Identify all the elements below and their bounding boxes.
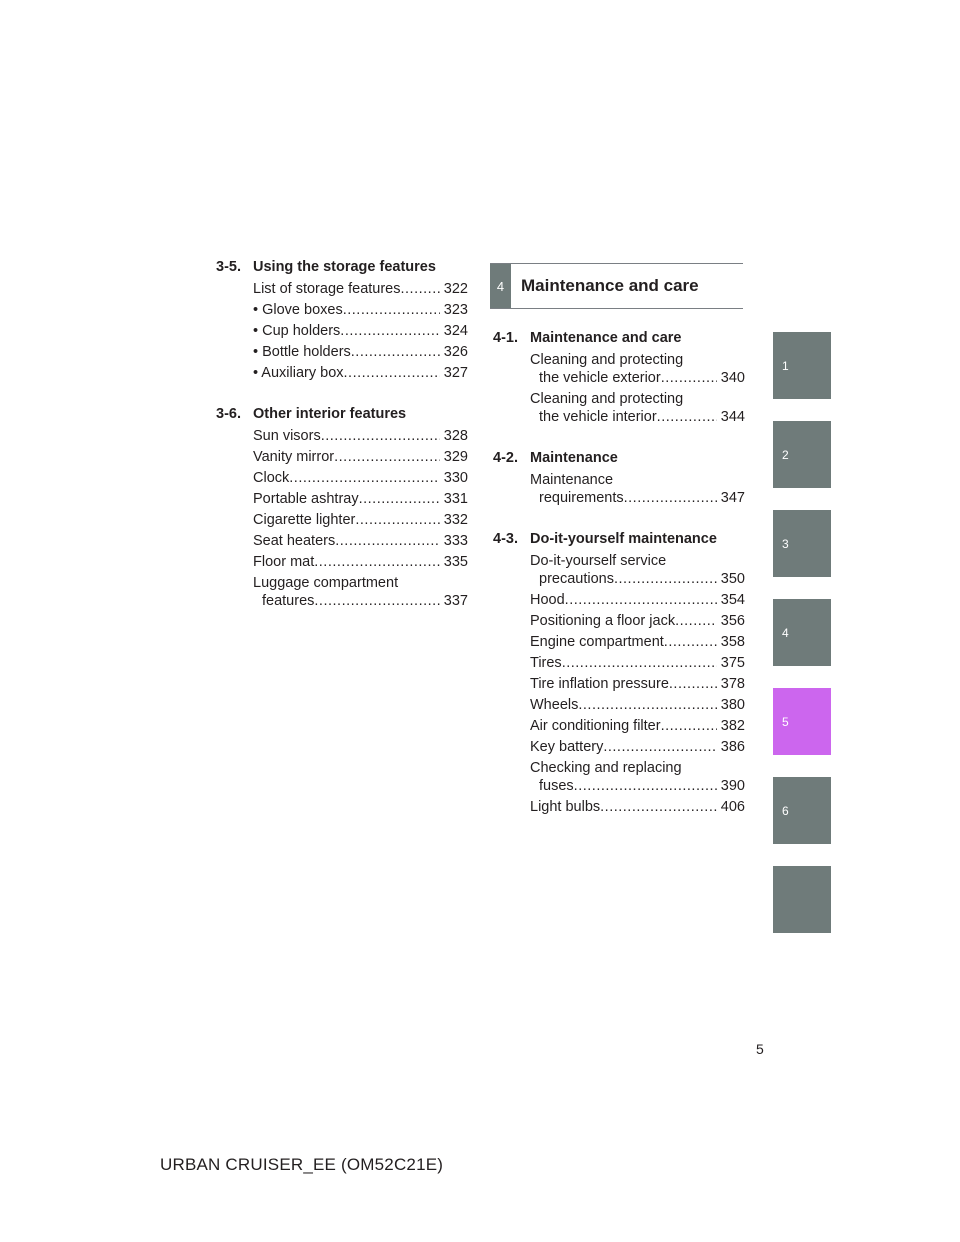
entry-label: requirements	[539, 490, 624, 506]
toc-section	[493, 448, 745, 510]
entry-label: Air conditioning filter	[530, 718, 661, 734]
dot-leader	[401, 280, 440, 298]
entry-label: Key battery	[530, 739, 604, 755]
toc-entry[interactable]	[530, 798, 745, 819]
toc-entry[interactable]	[530, 717, 745, 738]
entry-label: • Auxiliary box	[253, 365, 344, 381]
dot-leader	[343, 301, 440, 319]
dot-leader	[614, 570, 717, 588]
dot-leader	[359, 490, 440, 508]
entry-label: Vanity mirror	[253, 449, 335, 465]
entry-label: Clock	[253, 470, 290, 486]
entry-label: Tire inflation pressure	[530, 676, 669, 692]
chapter-title: Maintenance and care	[521, 276, 699, 295]
dot-leader	[657, 408, 717, 426]
entry-page-number: 327	[443, 365, 468, 381]
toc-entry[interactable]	[253, 427, 468, 448]
entry-page-number: 344	[720, 409, 745, 425]
entry-page-number: 329	[443, 449, 468, 465]
chapter-number-badge: 4	[490, 264, 511, 308]
dot-leader	[344, 364, 440, 382]
entry-label: fuses	[539, 778, 574, 794]
section-heading	[216, 257, 468, 277]
entry-page-number: 390	[720, 778, 745, 794]
chapter-tab[interactable]: 3	[773, 510, 831, 577]
entry-label: Engine compartment	[530, 634, 664, 650]
toc-entry[interactable]	[530, 759, 745, 798]
dot-leader	[669, 675, 717, 693]
toc-section	[493, 328, 745, 429]
section-heading	[493, 529, 745, 549]
dot-leader	[574, 777, 717, 795]
entry-page-number: 330	[443, 470, 468, 486]
dot-leader	[289, 469, 440, 487]
entry-label: Light bulbs	[530, 799, 601, 815]
entry-page-number: 333	[443, 533, 468, 549]
chapter-tab[interactable]: 5	[773, 688, 831, 755]
dot-leader	[578, 696, 716, 714]
section-number: 4-3.	[493, 531, 518, 547]
entry-page-number: 386	[720, 739, 745, 755]
toc-entry[interactable]	[253, 301, 468, 322]
entry-label: Portable ashtray	[253, 491, 359, 507]
chapter-tab[interactable]: 2	[773, 421, 831, 488]
section-title: Other interior features	[253, 406, 407, 422]
toc-entry[interactable]	[253, 511, 468, 532]
entry-page-number: 337	[443, 593, 468, 609]
entry-page-number: 347	[720, 490, 745, 506]
dot-leader	[565, 591, 717, 609]
entry-page-number: 323	[443, 302, 468, 318]
dot-leader	[675, 612, 717, 630]
entry-label: • Cup holders	[253, 323, 341, 339]
section-number: 3-6.	[216, 406, 241, 422]
entry-page-number: 406	[720, 799, 745, 815]
page-number: 5	[756, 1041, 764, 1057]
entry-label: Wheels	[530, 697, 579, 713]
entry-label: • Bottle holders	[253, 344, 351, 360]
toc-entry[interactable]	[530, 390, 745, 429]
toc-entry[interactable]	[253, 553, 468, 574]
dot-leader	[600, 798, 717, 816]
chapter-tab[interactable]: 6	[773, 777, 831, 844]
dot-leader	[664, 633, 717, 651]
dot-leader	[661, 369, 717, 387]
toc-section	[216, 404, 468, 613]
toc-entry[interactable]	[530, 738, 745, 759]
entry-label: Floor mat	[253, 554, 315, 570]
dot-leader	[314, 553, 440, 571]
entry-label: Checking and replacing	[530, 760, 682, 776]
toc-entry[interactable]	[253, 280, 468, 301]
toc-left-column	[216, 257, 468, 632]
dot-leader	[603, 738, 716, 756]
entry-page-number: 322	[443, 281, 468, 297]
entry-page-number: 324	[443, 323, 468, 339]
toc-entry[interactable]	[530, 351, 745, 390]
entry-label: Sun visors	[253, 428, 321, 444]
dot-leader	[340, 322, 440, 340]
section-title: Maintenance	[530, 450, 618, 466]
entry-label: Cigarette lighter	[253, 512, 356, 528]
entry-label: Cleaning and protecting	[530, 352, 684, 368]
toc-entry[interactable]	[530, 591, 745, 612]
entry-label: Hood	[530, 592, 565, 608]
dot-leader	[321, 427, 440, 445]
section-title: Do-it-yourself maintenance	[530, 531, 717, 547]
entry-page-number: 356	[720, 613, 745, 629]
toc-entry[interactable]	[530, 675, 745, 696]
section-heading	[493, 328, 745, 348]
toc-entry[interactable]	[253, 364, 468, 385]
section-number: 4-2.	[493, 450, 518, 466]
entry-page-number: 350	[720, 571, 745, 587]
toc-entry[interactable]	[253, 490, 468, 511]
entry-label: features	[262, 593, 315, 609]
dot-leader	[314, 592, 439, 610]
toc-entry[interactable]	[253, 343, 468, 364]
entry-label: the vehicle exterior	[539, 370, 661, 386]
toc-section	[493, 529, 745, 819]
chapter-header	[490, 263, 743, 309]
chapter-tab[interactable]: 4	[773, 599, 831, 666]
entry-page-number: 335	[443, 554, 468, 570]
dot-leader	[335, 532, 440, 550]
section-heading	[493, 448, 745, 468]
toc-entry[interactable]	[530, 633, 745, 654]
entry-page-number: 378	[720, 676, 745, 692]
dot-leader	[334, 448, 440, 466]
chapter-tab[interactable]: 1	[773, 332, 831, 399]
entry-page-number: 382	[720, 718, 745, 734]
toc-entry[interactable]	[530, 471, 745, 510]
footer-document-id: URBAN CRUISER_EE (OM52C21E)	[160, 1155, 444, 1174]
entry-page-number: 326	[443, 344, 468, 360]
toc-entry[interactable]	[253, 448, 468, 469]
entry-page-number: 340	[720, 370, 745, 386]
entry-label: Luggage compartment	[253, 575, 399, 591]
toc-entry[interactable]	[253, 469, 468, 490]
section-heading	[216, 404, 468, 424]
toc-entry[interactable]	[253, 322, 468, 343]
entry-label: Do-it-yourself service	[530, 553, 667, 569]
entry-label: Tires	[530, 655, 562, 671]
toc-entry[interactable]	[253, 532, 468, 553]
entry-page-number: 358	[720, 634, 745, 650]
entry-label: Cleaning and protecting	[530, 391, 684, 407]
chapter-tab[interactable]	[773, 866, 831, 933]
toc-entry[interactable]	[530, 612, 745, 633]
entry-page-number: 331	[443, 491, 468, 507]
dot-leader	[562, 654, 717, 672]
entry-page-number: 332	[443, 512, 468, 528]
entry-label: List of storage features	[253, 281, 401, 297]
entry-page-number: 380	[720, 697, 745, 713]
entry-page-number: 375	[720, 655, 745, 671]
toc-entry[interactable]	[530, 654, 745, 675]
toc-entry[interactable]	[253, 574, 468, 613]
dot-leader	[624, 489, 717, 507]
entry-page-number: 354	[720, 592, 745, 608]
section-number: 4-1.	[493, 330, 518, 346]
section-number: 3-5.	[216, 259, 241, 275]
entry-label: Maintenance	[530, 472, 614, 488]
entry-label: • Glove boxes	[253, 302, 343, 318]
entry-label: Positioning a floor jack	[530, 613, 676, 629]
toc-section	[216, 257, 468, 385]
entry-label: the vehicle interior	[539, 409, 657, 425]
entry-page-number: 328	[443, 428, 468, 444]
toc-right-column	[493, 328, 745, 838]
toc-entry[interactable]	[530, 696, 745, 717]
dot-leader	[661, 717, 717, 735]
section-title: Using the storage features	[253, 259, 436, 275]
dot-leader	[355, 511, 439, 529]
section-title: Maintenance and care	[530, 330, 682, 346]
toc-entry[interactable]	[530, 552, 745, 591]
entry-label: precautions	[539, 571, 614, 587]
entry-label: Seat heaters	[253, 533, 336, 549]
dot-leader	[351, 343, 440, 361]
